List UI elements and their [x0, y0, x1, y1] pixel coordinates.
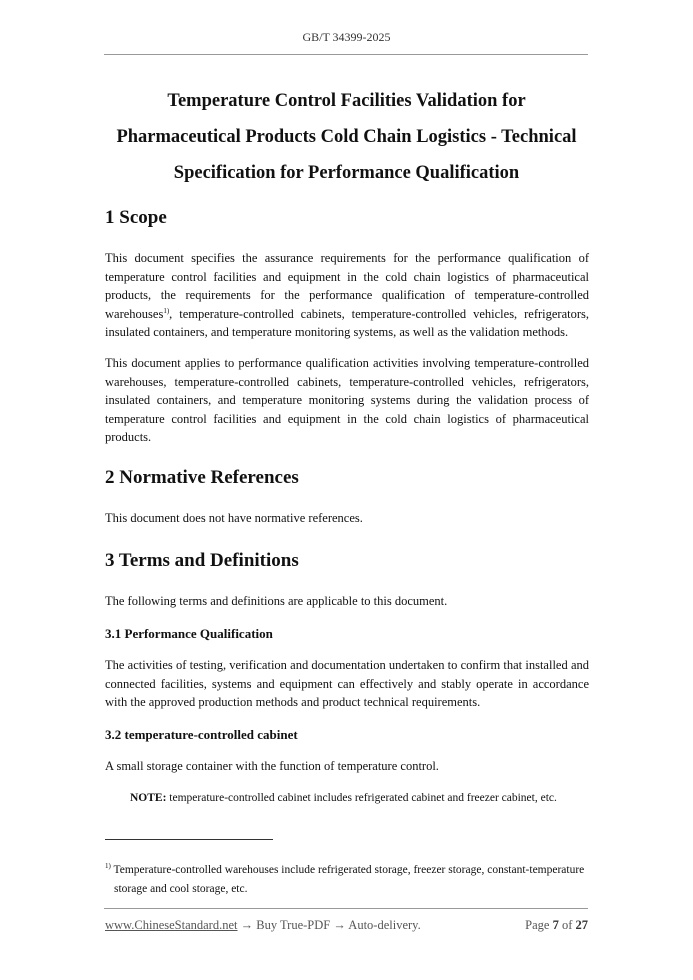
normative-references-text: This document does not have normative references. [105, 511, 363, 525]
term-3-2-note [130, 792, 557, 804]
footer-promo [105, 918, 421, 933]
scope-p1-text-a: This document specifies the assurance requirements for the performance qualification of temperature control facilities and equipment in the cold chain logistics of pharmaceutical products, the requirements for the performance qualification of temperature-controlled warehouses [105, 251, 589, 321]
note-label: NOTE: [130, 792, 167, 804]
site-link[interactable]: www.ChineseStandard.net [105, 918, 238, 932]
section-3-heading: 3 Terms and Definitions [105, 550, 299, 571]
title-line-2: Pharmaceutical Products Cold Chain Logistics - Technical [116, 127, 577, 147]
section-1-heading: 1 Scope [105, 207, 167, 228]
current-page: 7 [552, 918, 559, 932]
page-word: Page [525, 918, 553, 932]
page-number [525, 918, 588, 933]
term-3-1-heading: 3.1 Performance Qualification [105, 626, 273, 641]
title-line-1: Temperature Control Facilities Validation for [167, 91, 526, 111]
footnote-marker: 1) [105, 862, 111, 871]
term-3-1-definition: The activities of testing, verification and documentation undertaken to confirm that installed and connected facilities, systems and equipment can effectively and stably operate in accordance with the approved production methods and product technical requirements. [105, 658, 589, 710]
page-of: of [558, 918, 576, 932]
footnote-ref: 1) [163, 306, 170, 315]
note-text: temperature-controlled cabinet includes refrigerated cabinet and freezer cabinet, etc. [166, 792, 557, 804]
total-pages: 27 [575, 918, 588, 932]
scope-paragraph-1 [105, 249, 589, 342]
title-line-3: Specification for Performance Qualification [173, 163, 520, 183]
footnote-line-1 [105, 861, 589, 880]
term-3-2-heading: 3.2 temperature-controlled cabinet [105, 727, 298, 742]
footnote-divider [105, 839, 273, 840]
scope-p1-text-b: , temperature-controlled cabinets, temperature-controlled vehicles, refrigerators, insulated containers, and temperature monitoring systems, as well as the validation methods. [105, 306, 589, 340]
section-2-heading: 2 Normative References [105, 467, 299, 488]
header-divider [104, 54, 588, 55]
footnote-text-1: Temperature-controlled warehouses include refrigerated storage, freezer storage, constant-temperature [110, 864, 585, 876]
page-header-doc-id: GB/T 34399-2025 [302, 30, 391, 44]
term-3-2-definition: A small storage container with the function of temperature control. [105, 759, 439, 773]
footer-promo-text: → Buy True-PDF → Auto-delivery. [237, 918, 421, 932]
scope-paragraph-2: This document applies to performance qualification activities involving temperature-controlled warehouses, temperature-controlled cabinets, temperature-controlled vehicles, refrigerators, insulated containers, and temperature monitoring systems during the validation process of temperature control facilities and equipment in the cold chain logistics of pharmaceutical products. [105, 356, 589, 445]
footnote-line-2: storage and cool storage, etc. [114, 882, 248, 895]
document-title [90, 83, 603, 191]
footnote [105, 861, 589, 898]
terms-intro-text: The following terms and definitions are applicable to this document. [105, 594, 448, 608]
footer-divider [104, 908, 588, 909]
